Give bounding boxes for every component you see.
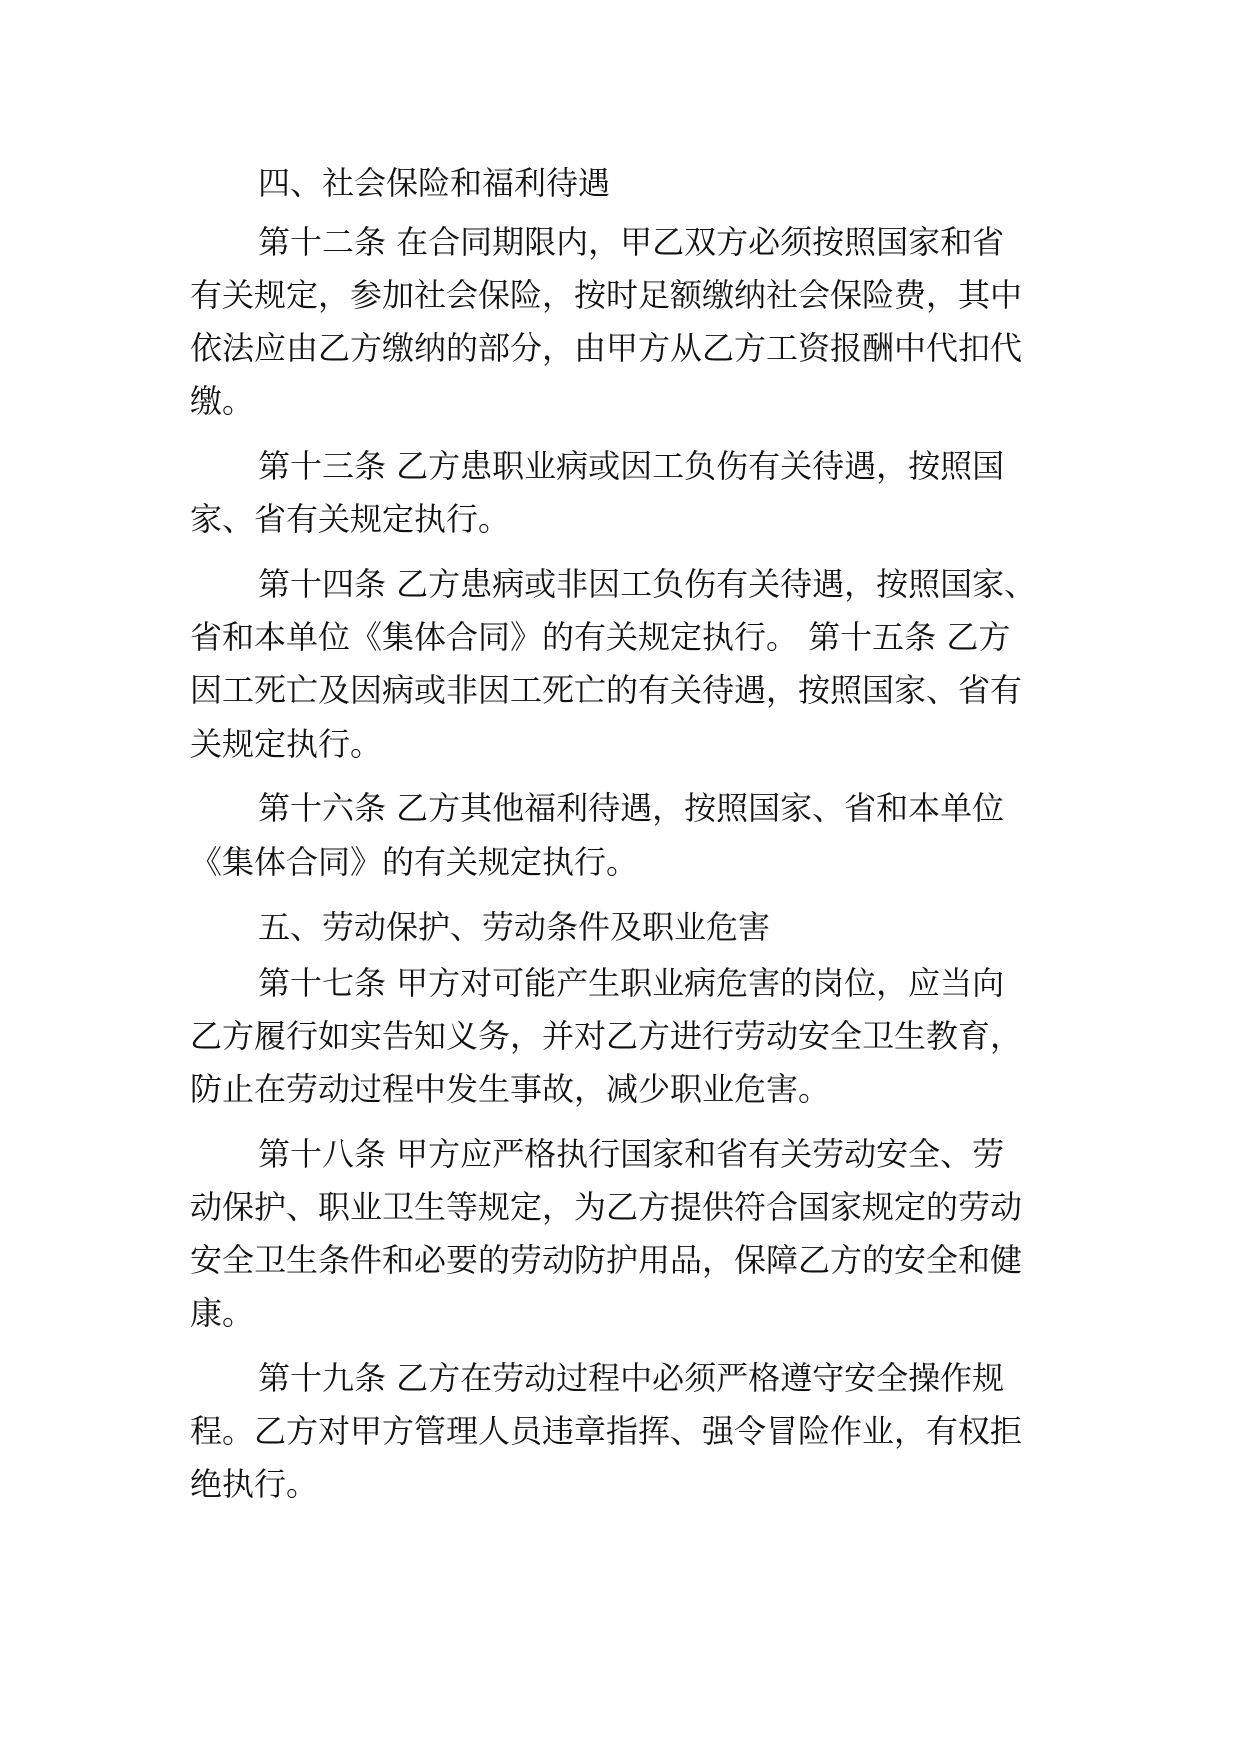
article-18-line-2: 动保护、职业卫生等规定，为乙方提供符合国家规定的劳动: [190, 1188, 1023, 1226]
article-14-line-1: 第十四条 乙方患病或非因工负伤有关待遇，按照国家、: [258, 565, 1037, 603]
article-13-line-1: 第十三条 乙方患职业病或因工负伤有关待遇，按照国: [258, 447, 1005, 485]
section-heading-five: 五、劳动保护、劳动条件及职业危害: [258, 908, 771, 946]
article-17-line-3: 防止在劳动过程中发生事故，减少职业危害。: [190, 1070, 831, 1108]
article-18-line-1: 第十八条 甲方应严格执行国家和省有关劳动安全、劳: [258, 1135, 1005, 1173]
article-19-line-2: 程。乙方对甲方管理人员违章指挥、强令冒险作业，有权拒: [190, 1412, 1023, 1450]
article-12-line-3: 依法应由乙方缴纳的部分，由甲方从乙方工资报酬中代扣代: [190, 329, 1023, 367]
section-heading-four: 四、社会保险和福利待遇: [258, 164, 611, 202]
article-15-line-1: 因工死亡及因病或非因工死亡的有关待遇，按照国家、省有: [190, 671, 1023, 709]
article-18-line-3: 安全卫生条件和必要的劳动防护用品，保障乙方的安全和健: [190, 1241, 1023, 1279]
article-19-line-1: 第十九条 乙方在劳动过程中必须严格遵守安全操作规: [258, 1359, 1005, 1397]
article-19-line-3: 绝执行。: [190, 1465, 319, 1503]
article-13-line-2: 家、省有关规定执行。: [190, 500, 511, 538]
article-17-line-2: 乙方履行如实告知义务，并对乙方进行劳动安全卫生教育，: [190, 1017, 1023, 1055]
article-14-line-2: 省和本单位《集体合同》的有关规定执行。 第十五条 乙方: [190, 618, 1011, 656]
article-16-line-1: 第十六条 乙方其他福利待遇，按照国家、省和本单位: [258, 789, 1005, 827]
article-15-line-2: 关规定执行。: [190, 725, 383, 763]
article-16-line-2: 《集体合同》的有关规定执行。: [190, 843, 639, 881]
article-18-line-4: 康。: [190, 1294, 255, 1332]
article-17-line-1: 第十七条 甲方对可能产生职业病危害的岗位，应当向: [258, 964, 1005, 1002]
article-12-line-4: 缴。: [190, 382, 255, 420]
article-12-line-1: 第十二条 在合同期限内，甲乙双方必须按照国家和省: [258, 223, 1005, 261]
article-12-line-2: 有关规定，参加社会保险，按时足额缴纳社会保险费，其中: [190, 276, 1023, 314]
